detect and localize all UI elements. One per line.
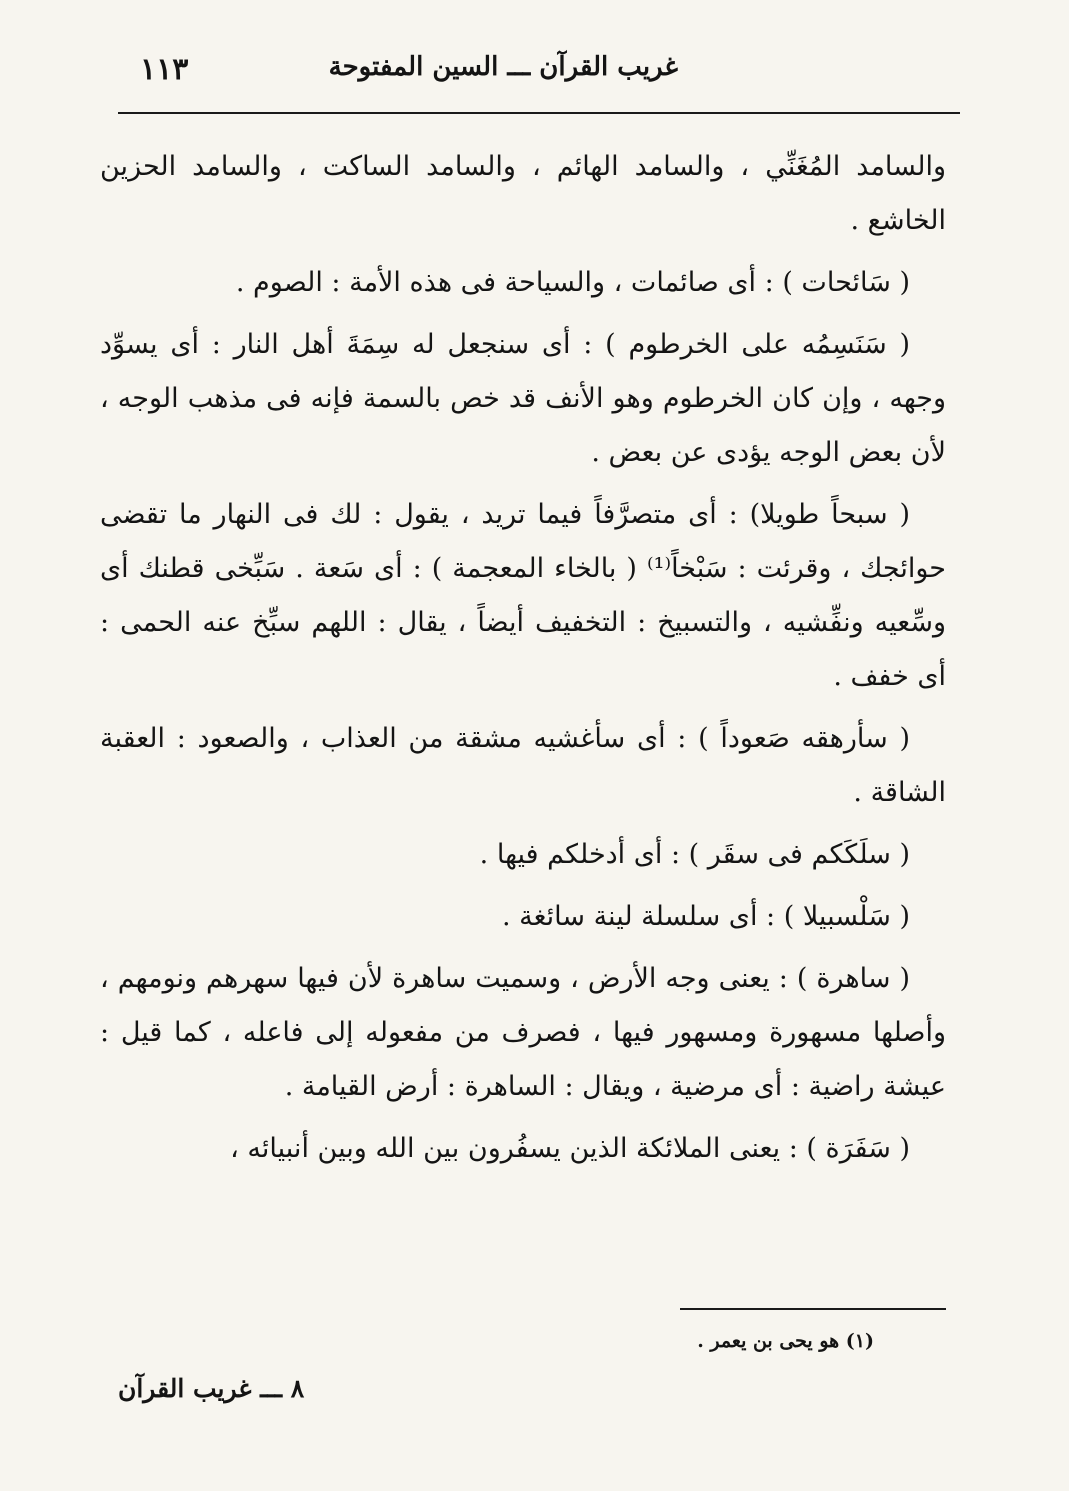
- paragraph-sabhan: ( سبحاً طويلا) : أى متصرَّفاً فيما تريد ، يقول : لك فى النهار ما تقضى حوائجك ، وقرئت : سَبْخاً⁽¹⁾ ( بالخاء المعجمة ) : أى سَعة . سَبِّخى قطنك أى وسِّعيه ونفِّشيه ، والتسبيخ : التخفيف أيضاً ، يقال : اللهم سبِّخ عنه الحمى : أى خفف .: [100, 499, 947, 692]
- running-title: غريب القرآن ـــ السين المفتوحة: [328, 52, 678, 82]
- page-header: [118, 40, 958, 100]
- paragraph-saurhiquh: ( سأرهقه صَعوداً ) : أى سأغشيه مشقة من العذاب ، والصعود : العقبة الشاقة .: [100, 723, 946, 808]
- page-number: ١١٣: [140, 52, 189, 87]
- paragraph-safara: ( سَفَرَة ) : يعنى الملائكة الذين يسفُرون بين الله وبين أنبيائه ،: [230, 1133, 910, 1164]
- paragraph-sahira: ( ساهرة ) : يعنى وجه الأرض ، وسميت ساهرة لأن فيها سهرهم ونومهم ، وأصلها مسهورة ومسهور فيها ، فصرف من مفعوله إلى فاعله ، كما قيل : عيشة راضية : أى مرضية ، ويقال : الساهرة : أرض القيامة .: [100, 963, 946, 1102]
- footnote: (١) هو يحى بن يعمر .: [697, 1330, 874, 1352]
- paragraph-salakakum: ( سلَكَكم فى سقَر ) : أى أدخلكم فيها .: [479, 839, 910, 870]
- paragraph-sanasimuh: ( سَنَسِمُه على الخرطوم ) : أى سنجعل له سِمَةَ أهل النار : أى يسوِّد وجهه ، وإن كان الخرطوم وهو الأنف قد خص بالسمة فإنه فى مذهب الوجه ، لأن بعض الوجه يؤدى عن بعض .: [100, 329, 946, 468]
- paragraph-salsabil: ( سَلْسبيلا ) : أى سلسلة لينة سائغة .: [501, 901, 910, 932]
- body-text: [100, 140, 946, 1184]
- footnote-rule: [680, 1308, 946, 1310]
- paragraph-samid: والسامد المُغَنِّي ، والسامد الهائم ، والسامد الساكت ، والسامد الحزين الخاشع .: [100, 151, 946, 236]
- paragraph-saihat: ( سَائحات ) : أى صائمات ، والسياحة فى هذه الأمة : الصوم .: [235, 267, 910, 298]
- signature-mark: ٨ ـــ غريب القرآن: [118, 1374, 305, 1403]
- header-rule: [118, 112, 960, 114]
